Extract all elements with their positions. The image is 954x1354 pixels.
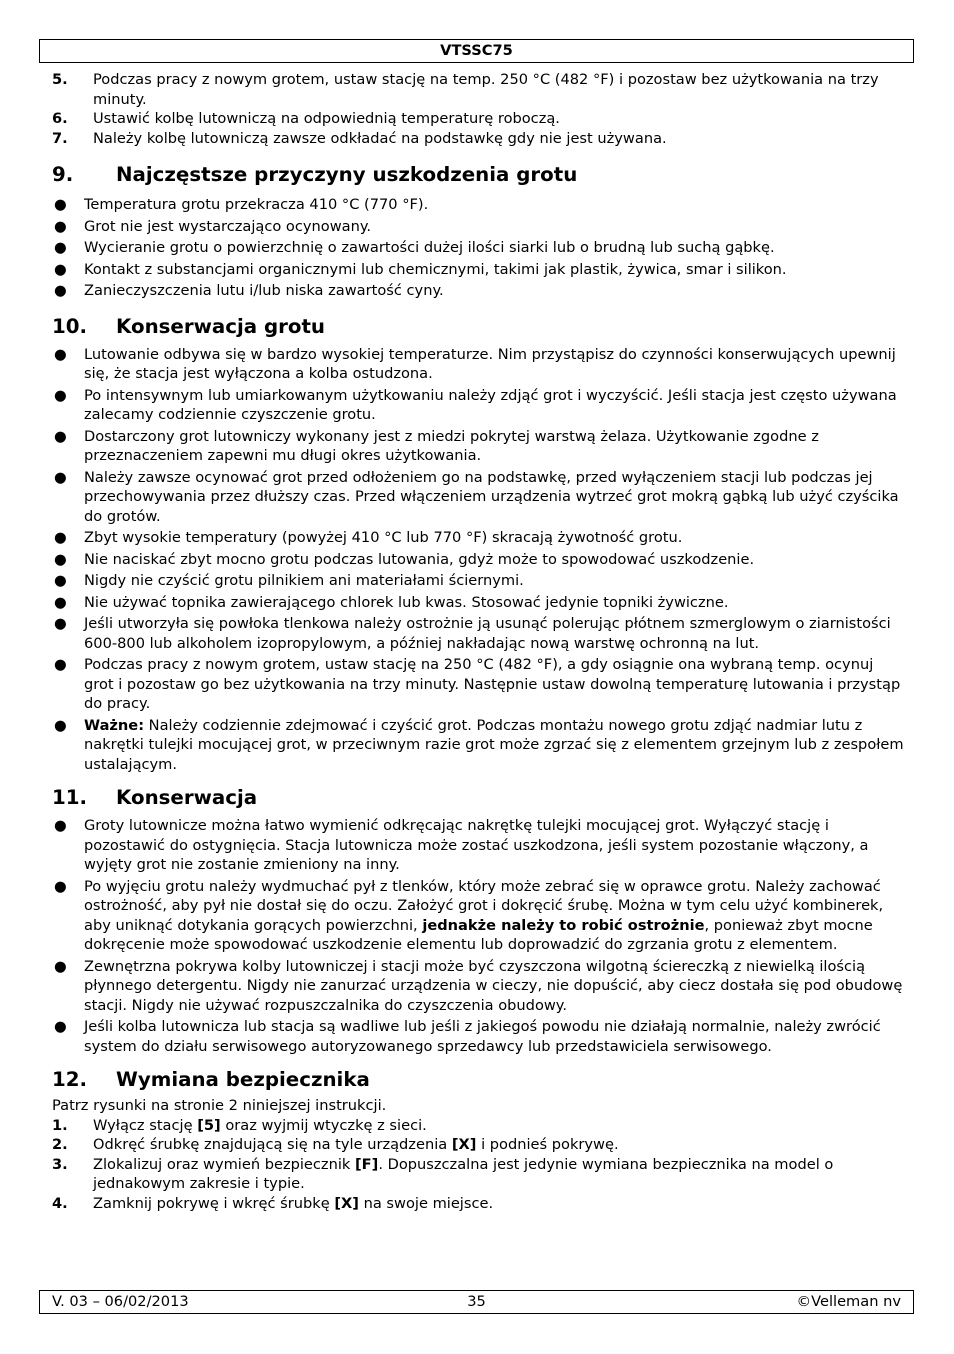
bullet-icon: ● bbox=[54, 196, 67, 213]
list-item: ● Dostarczony grot lutowniczy wykonany jest z miedzi pokrytej warstwą żelaza. Użytkowanie zgodne z przeznaczeniem zapewni mu długi okres użytkowania. bbox=[54, 427, 819, 464]
bullet-icon: ● bbox=[54, 529, 67, 546]
important-label: Ważne: bbox=[84, 716, 145, 734]
list-item: ● Nie używać topnika zawierającego chlorek lub kwas. Stosować jedynie topniki żywiczne. bbox=[54, 593, 729, 611]
section-heading-10: 10. Konserwacja grotu bbox=[52, 314, 326, 338]
bullet-icon: ● bbox=[54, 550, 67, 568]
list-item: ● Wycieranie grotu o powierzchnię o zawartości dużej ilości siarki lub o brudną lub suchą gąbkę. bbox=[54, 239, 775, 256]
list-item: 6. Ustawić kolbę lutowniczą na odpowiednią temperaturę roboczą. bbox=[52, 110, 560, 127]
list-item: ● Jeśli utworzyła się powłoka tlenkowa należy ostrożnie ją usunąć polerując płótnem szmerglowym o ziarnistości 600-800 lub alkoholem izopropylowym, a później nakładając nową warstwę ochronną na lut. bbox=[54, 615, 891, 652]
list-item: ● Nie naciskać zbyt mocno grotu podczas lutowania, gdyż może to spowodować uszkodzenie. bbox=[54, 550, 755, 568]
bullet-icon: ● bbox=[54, 345, 67, 363]
section-heading-9: 9. Najczęstsze przyczyny uszkodzenia grotu bbox=[52, 163, 578, 186]
section-intro: Patrz rysunki na stronie 2 niniejszej instrukcji. bbox=[52, 1097, 387, 1114]
list-item: ● Groty lutownicze można łatwo wymienić odkręcając nakrętkę tulejki mocującej grot. Wyłączyć stację i pozostawić do ostygnięcia. Stacja lutownicza może zostać uszkodzona, jeśli system pozostanie włączony, a wyjęty grot nie zostanie zmieniony na inny. bbox=[54, 817, 869, 873]
bullet-icon: ● bbox=[54, 282, 67, 299]
list-item: 2. Odkręć śrubkę znajdującą się na tyle urządzenia [X] i podnieś pokrywę. bbox=[52, 1136, 619, 1153]
bullet-icon: ● bbox=[54, 593, 67, 611]
list-item: ● Jeśli kolba lutownicza lub stacja są wadliwe lub jeśli z jakiegoś powodu nie działają normalnie, należy zwrócić system do działu serwisowego autoryzowanego sprzedawcy lub przedstawiciela serwisowego. bbox=[54, 1018, 881, 1055]
bullet-icon: ● bbox=[54, 386, 67, 404]
model-code: VTSSC75 bbox=[440, 42, 513, 59]
bullet-icon: ● bbox=[54, 877, 67, 895]
bullet-icon: ● bbox=[54, 716, 67, 734]
page-number: 35 bbox=[467, 1293, 486, 1310]
section-heading-11: 11. Konserwacja bbox=[52, 786, 258, 809]
bullet-icon: ● bbox=[54, 217, 67, 235]
bullet-list-9 bbox=[52, 195, 904, 301]
list-item: 1. Wyłącz stację [5] oraz wyjmij wtyczkę z sieci. bbox=[52, 1116, 427, 1134]
bullet-icon: ● bbox=[54, 957, 67, 975]
bullet-icon: ● bbox=[54, 572, 67, 589]
bullet-icon: ● bbox=[54, 1018, 67, 1035]
steps-list-continued bbox=[52, 70, 904, 148]
section-heading-12: 12. Wymiana bezpiecznika bbox=[52, 1068, 370, 1091]
list-item: ● Należy zawsze ocynować grot przed odłożeniem go na podstawkę, przed wyłączeniem stacji lub podczas jej przechowywania przez dłuższy czas. Przed włączeniem urządzenia wytrzeć grot mokrą gąbką lub użyć czyścika do grotów. bbox=[54, 468, 899, 525]
list-item: ● Nigdy nie czyścić grotu pilnikiem ani materiałami ściernymi. bbox=[54, 572, 524, 589]
list-item: 5. Podczas pracy z nowym grotem, ustaw stację na temp. 250 °C (482 °F) i pozostaw bez użytkowania na trzy minuty. bbox=[52, 71, 879, 108]
bullet-icon: ● bbox=[54, 817, 67, 834]
bullet-list-11 bbox=[52, 816, 904, 1056]
page-header bbox=[39, 39, 914, 63]
bullet-icon: ● bbox=[54, 260, 67, 278]
list-item: ● Zewnętrzna pokrywa kolby lutowniczej i stacji może być czyszczona wilgotną ściereczką z niewielką ilością płynnego detergentu. Nigdy nie zanurzać urządzenia w cieczy, nie dopuścić, aby ciecz dostała się pod obudowę stacji. Nigdy nie używać rozpuszczalnika do czyszczenia obudowy. bbox=[54, 957, 903, 1014]
bullet-icon: ● bbox=[54, 239, 67, 256]
bullet-icon: ● bbox=[54, 656, 67, 673]
bullet-icon: ● bbox=[54, 615, 67, 632]
list-item: 7. Należy kolbę lutowniczą zawsze odkładać na podstawkę gdy nie jest używana. bbox=[52, 129, 667, 147]
copyright: ©Velleman nv bbox=[796, 1293, 901, 1310]
list-item: ● Ważne: Należy codziennie zdejmować i czyścić grot. Podczas montażu nowego grotu zdjąć nadmiar lutu z nakrętki tulejki mocującej grot, w przeciwnym razie grot może zgrzać się z elementem grzejnym lub z zespołem ustalającym. bbox=[54, 716, 904, 773]
page-body bbox=[52, 70, 904, 1213]
list-item: ● Po intensywnym lub umiarkowanym użytkowaniu należy zdjąć grot i wyczyścić. Jeśli stacja jest często używana zalecamy codziennie czyszczenie grotu. bbox=[54, 386, 897, 423]
list-item: 3. Zlokalizuj oraz wymień bezpiecznik [F]. Dopuszczalna jest jedynie wymiana bezpiecznika na model o jednakowym zakresie i typie. bbox=[52, 1155, 834, 1192]
page-footer bbox=[39, 1290, 914, 1314]
list-item: ● Zbyt wysokie temperatury (powyżej 410 °C lub 770 °F) skracają żywotność grotu. bbox=[54, 529, 683, 546]
bullet-icon: ● bbox=[54, 468, 67, 486]
list-item: ● Kontakt z substancjami organicznymi lub chemicznymi, takimi jak plastik, żywica, smar i silikon. bbox=[54, 260, 787, 278]
bullet-list-10 bbox=[52, 345, 904, 775]
list-item: ● Lutowanie odbywa się w bardzo wysokiej temperaturze. Nim przystąpisz do czynności konserwujących upewnij się, że stacja jest wyłączona a kolba ostudzona. bbox=[54, 345, 896, 382]
list-item: ● Po wyjęciu grotu należy wydmuchać pył z tlenków, który może zebrać się w oprawce grotu. Należy zachować ostrożność, aby pył nie dostał się do oczu. Założyć grot i dokręcić śrubę. Można w tym celu użyć kombinerek, aby uniknąć dotykania gorących powierzchni, jednakże należy to robić ostrożnie, ponieważ zbyt mocne dokręcenie może spowodować uszkodzenie elementu lub doprowadzić do zgrzania grotu z elementem. bbox=[54, 877, 884, 953]
bullet-icon: ● bbox=[54, 427, 67, 445]
fuse-steps-list bbox=[52, 1116, 904, 1214]
list-item: ● Grot nie jest wystarczająco ocynowany. bbox=[54, 217, 372, 235]
list-item: ● Zanieczyszczenia lutu i/lub niska zawartość cyny. bbox=[54, 282, 444, 299]
version-date: V. 03 – 06/02/2013 bbox=[52, 1293, 189, 1310]
list-item: ● Temperatura grotu przekracza 410 °C (770 °F). bbox=[54, 196, 429, 213]
list-item: ● Podczas pracy z nowym grotem, ustaw stację na 250 °C (482 °F), a gdy osiągnie ona wybraną temp. ocynuj grot i pozostaw go bez użytkowania na trzy minuty. Następnie ustaw dowolną temperaturę lutowania i przystąp do pracy. bbox=[54, 656, 901, 712]
list-item: 4. Zamknij pokrywę i wkręć śrubkę [X] na swoje miejsce. bbox=[52, 1194, 494, 1212]
